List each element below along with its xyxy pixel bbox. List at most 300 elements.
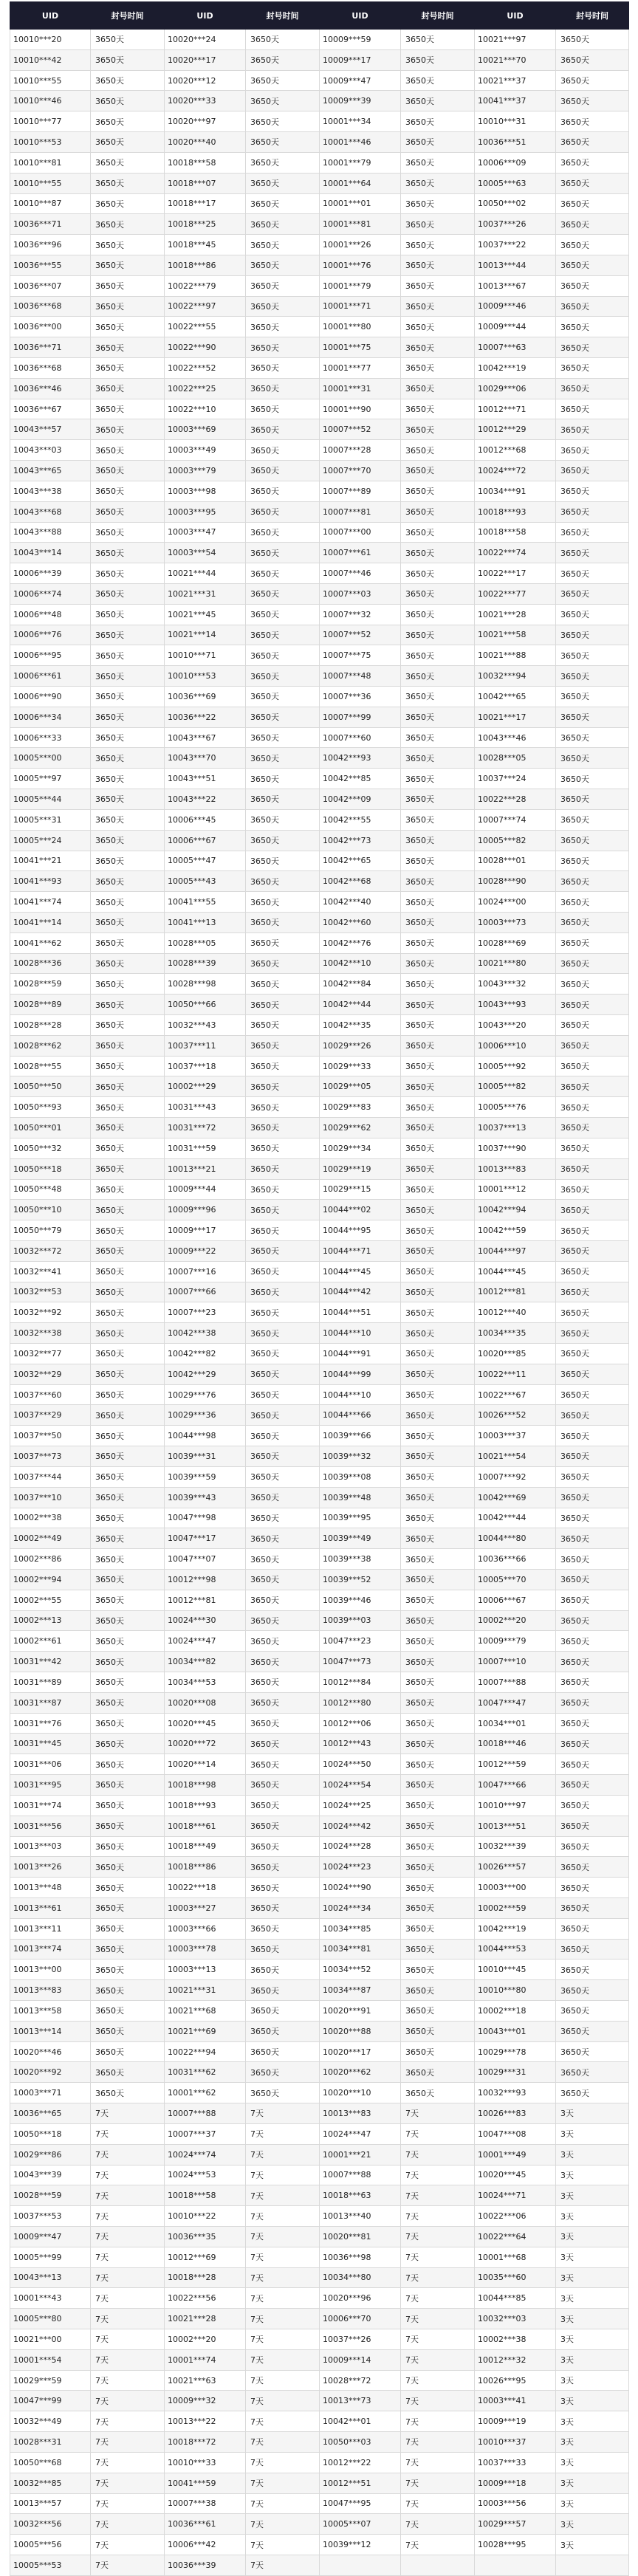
uid-cell: 10005***82	[475, 1076, 556, 1097]
ban-duration-cell: 3650天	[246, 1939, 320, 1960]
uid-cell: 10001***81	[320, 214, 401, 235]
uid-cell: 10042***10	[320, 953, 401, 974]
ban-duration-cell: 3650天	[246, 830, 320, 851]
uid-cell: 10024***71	[475, 2185, 556, 2206]
ban-duration-cell: 3650天	[401, 275, 475, 296]
uid-cell: 10007***48	[320, 666, 401, 687]
ban-duration-cell: 3650天	[246, 625, 320, 645]
ban-duration-cell: 3650天	[246, 522, 320, 543]
uid-cell: 10020***24	[165, 30, 246, 50]
ban-duration-cell: 3650天	[556, 440, 629, 461]
ban-duration-cell: 3650天	[91, 1713, 165, 1734]
ban-duration-cell: 3650天	[556, 1282, 629, 1302]
uid-cell: 10024***47	[320, 2123, 401, 2144]
uid-cell: 10022***52	[165, 358, 246, 379]
ban-duration-cell: 3650天	[91, 30, 165, 50]
ban-duration-cell: 3650天	[246, 1076, 320, 1097]
table-row	[10, 2103, 629, 2124]
ban-duration-cell: 3650天	[91, 1118, 165, 1138]
uid-cell: 10029***31	[475, 2062, 556, 2083]
ban-duration-cell: 3650天	[246, 1672, 320, 1693]
table-row	[10, 1097, 629, 1118]
uid-cell: 10028***01	[475, 851, 556, 871]
ban-duration-cell: 3650天	[91, 1240, 165, 1261]
table-row	[10, 30, 629, 50]
ban-duration-cell: 3650天	[556, 173, 629, 193]
ban-duration-cell: 3650天	[401, 214, 475, 235]
uid-cell: 10043***39	[10, 2165, 91, 2185]
uid-cell: 10018***58	[165, 152, 246, 173]
ban-duration-cell: 3650天	[401, 1652, 475, 1672]
ban-duration-cell: 3650天	[91, 1282, 165, 1302]
ban-duration-cell: 3650天	[246, 2021, 320, 2041]
uid-cell: 10007***92	[475, 1466, 556, 1487]
ban-duration-cell: 3650天	[91, 1590, 165, 1610]
ban-duration-cell: 3650天	[91, 440, 165, 461]
ban-duration-cell: 7天	[91, 2206, 165, 2227]
ban-duration-cell: 3650天	[91, 132, 165, 153]
uid-cell: 10009***79	[475, 1631, 556, 1652]
table-row	[10, 2226, 629, 2247]
table-row	[10, 583, 629, 604]
ban-duration-cell: 7天	[246, 2247, 320, 2267]
ban-duration-cell: 7天	[246, 2391, 320, 2411]
table-row	[10, 399, 629, 419]
table-row	[10, 111, 629, 132]
table-row	[10, 419, 629, 440]
uid-cell: 10001***12	[475, 1179, 556, 1200]
uid-cell: 10036***96	[10, 235, 91, 255]
table-row	[10, 2206, 629, 2227]
table-row	[10, 70, 629, 91]
ban-duration-cell: 3650天	[401, 1836, 475, 1857]
ban-duration-cell: 7天	[91, 2267, 165, 2288]
ban-duration-cell: 3650天	[401, 30, 475, 50]
uid-cell: 10042***68	[320, 871, 401, 892]
uid-cell: 10039***32	[320, 1446, 401, 1467]
uid-cell: 10037***60	[10, 1384, 91, 1405]
ban-duration-cell: 3650天	[556, 789, 629, 810]
ban-duration-cell: 3650天	[401, 1734, 475, 1754]
table-row	[10, 912, 629, 932]
uid-cell: 10002***55	[10, 1590, 91, 1610]
table-row	[10, 2185, 629, 2206]
uid-cell: 10001***76	[320, 255, 401, 275]
ban-duration-cell: 3650天	[556, 1857, 629, 1878]
table-row	[10, 501, 629, 522]
uid-cell: 10034***80	[320, 2267, 401, 2288]
ban-duration-cell: 3650天	[246, 727, 320, 748]
uid-cell: 10024***74	[165, 2144, 246, 2165]
ban-duration-cell: 3650天	[246, 1754, 320, 1775]
ban-duration-cell: 3650天	[246, 1878, 320, 1898]
uid-cell: 10034***35	[475, 1323, 556, 1344]
table-row	[10, 1179, 629, 1200]
table-row	[10, 2288, 629, 2309]
uid-cell: 10028***95	[475, 2535, 556, 2555]
ban-duration-cell: 3650天	[91, 378, 165, 399]
uid-cell: 10012***51	[320, 2473, 401, 2493]
uid-cell: 10036***69	[165, 687, 246, 707]
ban-duration-cell: 3650天	[556, 1076, 629, 1097]
ban-duration-cell: 3天	[556, 2267, 629, 2288]
uid-cell: 10003***78	[165, 1939, 246, 1960]
uid-cell: 10044***71	[320, 1240, 401, 1261]
uid-cell: 10007***89	[320, 481, 401, 501]
uid-cell: 10006***34	[10, 707, 91, 727]
ban-duration-cell: 3650天	[556, 645, 629, 666]
uid-cell: 10041***93	[10, 871, 91, 892]
table-row	[10, 235, 629, 255]
ban-duration-cell: 7天	[91, 2452, 165, 2473]
ban-duration-cell: 3650天	[556, 1035, 629, 1056]
ban-duration-cell: 3650天	[556, 1980, 629, 2001]
table-row	[10, 378, 629, 399]
ban-duration-cell: 3650天	[91, 1652, 165, 1672]
table-row	[10, 275, 629, 296]
ban-duration-cell: 7天	[91, 2473, 165, 2493]
uid-cell: 10028***69	[475, 932, 556, 953]
uid-cell: 10009***59	[320, 30, 401, 50]
ban-duration-cell: 7天	[401, 2123, 475, 2144]
table-row	[10, 789, 629, 810]
ban-duration-cell: 3650天	[246, 1816, 320, 1836]
uid-cell: 10021***54	[475, 1446, 556, 1467]
table-row	[10, 1734, 629, 1754]
ban-duration-cell: 3650天	[556, 255, 629, 275]
ban-duration-cell: 3650天	[556, 625, 629, 645]
ban-duration-cell: 3650天	[556, 1056, 629, 1076]
ban-duration-cell: 7天	[91, 2123, 165, 2144]
ban-duration-cell: 3650天	[91, 563, 165, 584]
uid-cell: 10032***41	[10, 1261, 91, 1282]
uid-cell: 10028***72	[320, 2370, 401, 2391]
table-row	[10, 461, 629, 481]
table-row	[10, 1364, 629, 1384]
table-row	[10, 871, 629, 892]
ban-duration-cell: 7天	[246, 2288, 320, 2309]
ban-duration-cell: 3650天	[246, 1713, 320, 1734]
ban-duration-cell: 3650天	[556, 1713, 629, 1734]
ban-duration-cell: 3650天	[91, 1261, 165, 1282]
ban-duration-cell: 3650天	[246, 851, 320, 871]
ban-duration-cell: 3650天	[401, 707, 475, 727]
ban-duration-cell: 3天	[556, 2432, 629, 2453]
ban-duration-cell: 3650天	[246, 871, 320, 892]
ban-duration-cell: 3650天	[556, 358, 629, 379]
uid-cell: 10050***32	[10, 1138, 91, 1158]
ban-duration-cell: 3650天	[246, 1158, 320, 1179]
uid-cell: 10028***36	[10, 953, 91, 974]
uid-cell: 10018***46	[475, 1734, 556, 1754]
table-row	[10, 2514, 629, 2535]
ban-duration-cell: 3650天	[401, 995, 475, 1015]
uid-cell: 10037***90	[475, 1138, 556, 1158]
uid-cell: 10001***75	[320, 337, 401, 358]
uid-cell: 10043***01	[475, 2021, 556, 2041]
uid-cell: 10021***00	[10, 2329, 91, 2350]
ban-duration-cell: 7天	[401, 2452, 475, 2473]
table-row	[10, 1878, 629, 1898]
uid-cell: 10031***45	[10, 1734, 91, 1754]
ban-duration-cell: 3650天	[91, 1466, 165, 1487]
uid-cell: 10021***45	[165, 604, 246, 625]
uid-cell: 10007***10	[475, 1652, 556, 1672]
ban-duration-cell: 3650天	[556, 275, 629, 296]
ban-duration-cell: 3650天	[91, 49, 165, 70]
ban-duration-cell: 3650天	[91, 1549, 165, 1570]
uid-cell: 10022***56	[165, 2288, 246, 2309]
uid-cell: 10037***24	[475, 769, 556, 789]
ban-duration-cell: 3650天	[556, 193, 629, 214]
ban-duration-cell: 3天	[556, 2349, 629, 2370]
uid-cell: 10042***19	[475, 358, 556, 379]
ban-duration-cell: 3650天	[91, 871, 165, 892]
uid-cell: 10020***17	[165, 49, 246, 70]
uid-cell: 10003***27	[165, 1897, 246, 1918]
uid-cell: 10001***62	[165, 2083, 246, 2103]
uid-cell: 10050***18	[10, 2123, 91, 2144]
uid-cell: 10021***31	[165, 1980, 246, 2001]
uid-cell: 10050***68	[10, 2452, 91, 2473]
ban-duration-cell: 3650天	[91, 91, 165, 111]
ban-duration-cell: 3650天	[91, 851, 165, 871]
uid-cell: 10043***13	[10, 2267, 91, 2288]
table-row	[10, 255, 629, 275]
table-row	[10, 317, 629, 337]
ban-duration-cell: 3650天	[91, 1918, 165, 1939]
column-header-uid: UID	[165, 2, 246, 30]
ban-duration-cell: 3650天	[401, 1980, 475, 2001]
uid-cell: 10001***21	[320, 2144, 401, 2165]
table-row	[10, 2555, 629, 2575]
uid-cell: 10002***59	[475, 1897, 556, 1918]
ban-duration-cell: 7天	[246, 2144, 320, 2165]
uid-cell: 10043***93	[475, 995, 556, 1015]
uid-cell: 10034***85	[320, 1918, 401, 1939]
uid-cell: 10005***97	[10, 769, 91, 789]
ban-duration-cell: 3650天	[91, 1344, 165, 1364]
ban-duration-cell: 3650天	[246, 1960, 320, 1980]
ban-duration-cell: 3650天	[556, 501, 629, 522]
uid-cell: 10037***53	[10, 2206, 91, 2227]
ban-duration-cell: 3650天	[91, 358, 165, 379]
table-row	[10, 1836, 629, 1857]
ban-duration-cell: 7天	[246, 2226, 320, 2247]
ban-list-table	[10, 1, 629, 2576]
uid-cell: 10031***95	[10, 1775, 91, 1796]
uid-cell: 10018***86	[165, 255, 246, 275]
uid-cell: 10006***70	[320, 2309, 401, 2329]
table-row	[10, 1980, 629, 2001]
uid-cell	[475, 2555, 556, 2575]
table-row	[10, 1631, 629, 1652]
uid-cell: 10013***11	[10, 1918, 91, 1939]
uid-cell: 10007***38	[165, 2493, 246, 2514]
uid-cell: 10003***41	[475, 2391, 556, 2411]
ban-duration-cell: 3650天	[246, 91, 320, 111]
ban-duration-cell: 3650天	[556, 1446, 629, 1467]
uid-cell: 10032***93	[475, 2083, 556, 2103]
uid-cell: 10031***87	[10, 1692, 91, 1713]
uid-cell: 10035***60	[475, 2267, 556, 2288]
uid-cell: 10013***00	[10, 1960, 91, 1980]
uid-cell: 10043***70	[165, 748, 246, 769]
ban-duration-cell: 3650天	[556, 995, 629, 1015]
uid-cell: 10013***73	[320, 2391, 401, 2411]
ban-duration-cell: 3650天	[246, 1446, 320, 1467]
uid-cell: 10028***28	[10, 1015, 91, 1036]
uid-cell: 10029***62	[320, 1118, 401, 1138]
uid-cell: 10002***94	[10, 1569, 91, 1590]
uid-cell: 10031***74	[10, 1795, 91, 1816]
uid-cell: 10039***49	[320, 1528, 401, 1549]
ban-duration-cell: 3650天	[556, 1590, 629, 1610]
table-row	[10, 1158, 629, 1179]
uid-cell: 10020***62	[320, 2062, 401, 2083]
ban-duration-cell: 7天	[401, 2226, 475, 2247]
ban-duration-cell: 3650天	[556, 1220, 629, 1241]
uid-cell: 10043***88	[10, 522, 91, 543]
ban-duration-cell: 3650天	[401, 501, 475, 522]
uid-cell: 10007***70	[320, 461, 401, 481]
uid-cell: 10006***10	[475, 1035, 556, 1056]
uid-cell: 10039***46	[320, 1590, 401, 1610]
uid-cell: 10042***38	[165, 1323, 246, 1344]
ban-duration-cell: 3650天	[246, 1897, 320, 1918]
table-row	[10, 2144, 629, 2165]
ban-duration-cell: 7天	[401, 2144, 475, 2165]
ban-duration-cell: 3650天	[556, 1261, 629, 1282]
uid-cell: 10039***59	[165, 1466, 246, 1487]
ban-duration-cell: 3天	[556, 2411, 629, 2432]
ban-duration-cell: 3650天	[401, 337, 475, 358]
uid-cell: 10022***28	[475, 789, 556, 810]
uid-cell: 10003***56	[475, 2493, 556, 2514]
ban-duration-cell: 3650天	[556, 522, 629, 543]
ban-duration-cell: 3650天	[246, 1138, 320, 1158]
uid-cell: 10006***39	[10, 563, 91, 584]
uid-cell: 10005***80	[10, 2309, 91, 2329]
uid-cell: 10013***03	[10, 1836, 91, 1857]
ban-duration-cell: 3650天	[556, 687, 629, 707]
ban-duration-cell: 3650天	[246, 1384, 320, 1405]
table-row	[10, 2349, 629, 2370]
uid-cell: 10042***85	[320, 769, 401, 789]
table-row	[10, 1918, 629, 1939]
ban-duration-cell: 3650天	[91, 1323, 165, 1344]
ban-duration-cell: 3650天	[246, 892, 320, 913]
ban-duration-cell: 3650天	[91, 1610, 165, 1631]
ban-duration-cell: 3650天	[91, 1836, 165, 1857]
uid-cell: 10018***58	[165, 2185, 246, 2206]
uid-cell: 10024***42	[320, 1816, 401, 1836]
table-row	[10, 2001, 629, 2022]
table-header-row	[10, 2, 629, 30]
uid-cell: 10020***33	[165, 91, 246, 111]
table-row	[10, 1610, 629, 1631]
table-row	[10, 809, 629, 830]
uid-cell: 10041***74	[10, 892, 91, 913]
table-row	[10, 666, 629, 687]
ban-duration-cell: 3天	[556, 2391, 629, 2411]
ban-duration-cell: 3650天	[246, 912, 320, 932]
ban-duration-cell: 3650天	[401, 1323, 475, 1344]
uid-cell: 10021***63	[165, 2370, 246, 2391]
uid-cell: 10042***60	[320, 912, 401, 932]
ban-duration-cell: 3天	[556, 2185, 629, 2206]
uid-cell: 10007***88	[165, 2103, 246, 2124]
uid-cell: 10029***78	[475, 2041, 556, 2062]
uid-cell: 10021***97	[475, 30, 556, 50]
ban-duration-cell: 3650天	[556, 1158, 629, 1179]
uid-cell: 10042***44	[475, 1508, 556, 1528]
uid-cell: 10042***65	[320, 851, 401, 871]
ban-duration-cell: 3650天	[246, 953, 320, 974]
ban-duration-cell: 3650天	[401, 461, 475, 481]
ban-duration-cell: 3650天	[556, 481, 629, 501]
uid-cell: 10028***39	[165, 953, 246, 974]
uid-cell: 10039***95	[320, 1508, 401, 1528]
ban-duration-cell: 3650天	[91, 2083, 165, 2103]
ban-duration-cell: 3650天	[401, 1549, 475, 1570]
table-row	[10, 2021, 629, 2041]
ban-duration-cell: 3650天	[401, 440, 475, 461]
uid-cell: 10050***10	[10, 1200, 91, 1220]
ban-duration-cell: 3650天	[246, 1261, 320, 1282]
table-row	[10, 2473, 629, 2493]
table-row	[10, 296, 629, 317]
ban-duration-cell: 3650天	[246, 1652, 320, 1672]
uid-cell: 10018***28	[165, 2267, 246, 2288]
uid-cell: 10043***03	[10, 440, 91, 461]
ban-duration-cell: 3650天	[91, 1200, 165, 1220]
uid-cell: 10039***08	[320, 1466, 401, 1487]
ban-duration-cell: 3650天	[246, 440, 320, 461]
ban-duration-cell: 7天	[401, 2473, 475, 2493]
ban-duration-cell: 3650天	[401, 1364, 475, 1384]
table-row	[10, 1118, 629, 1138]
uid-cell: 10013***67	[475, 275, 556, 296]
ban-duration-cell: 7天	[91, 2493, 165, 2514]
ban-duration-cell: 3650天	[401, 953, 475, 974]
uid-cell: 10009***44	[165, 1179, 246, 1200]
ban-duration-cell: 3650天	[246, 1097, 320, 1118]
uid-cell: 10036***46	[10, 378, 91, 399]
ban-duration-cell: 3650天	[556, 932, 629, 953]
table-row	[10, 132, 629, 153]
ban-duration-cell: 3650天	[91, 1426, 165, 1446]
ban-duration-cell: 3650天	[91, 1631, 165, 1652]
ban-duration-cell: 7天	[91, 2535, 165, 2555]
ban-duration-cell: 3650天	[91, 995, 165, 1015]
uid-cell: 10043***57	[10, 419, 91, 440]
uid-cell: 10020***14	[165, 1754, 246, 1775]
uid-cell: 10042***09	[320, 789, 401, 810]
uid-cell: 10043***51	[165, 769, 246, 789]
uid-cell: 10050***48	[10, 1179, 91, 1200]
ban-duration-cell: 7天	[91, 2432, 165, 2453]
uid-cell: 10022***79	[165, 275, 246, 296]
ban-duration-cell: 3650天	[246, 583, 320, 604]
uid-cell: 10009***47	[10, 2226, 91, 2247]
uid-cell: 10028***98	[165, 974, 246, 995]
table-row	[10, 2432, 629, 2453]
ban-duration-cell: 3650天	[91, 748, 165, 769]
uid-cell: 10036***22	[165, 707, 246, 727]
uid-cell: 10029***57	[475, 2514, 556, 2535]
uid-cell: 10050***18	[10, 1158, 91, 1179]
